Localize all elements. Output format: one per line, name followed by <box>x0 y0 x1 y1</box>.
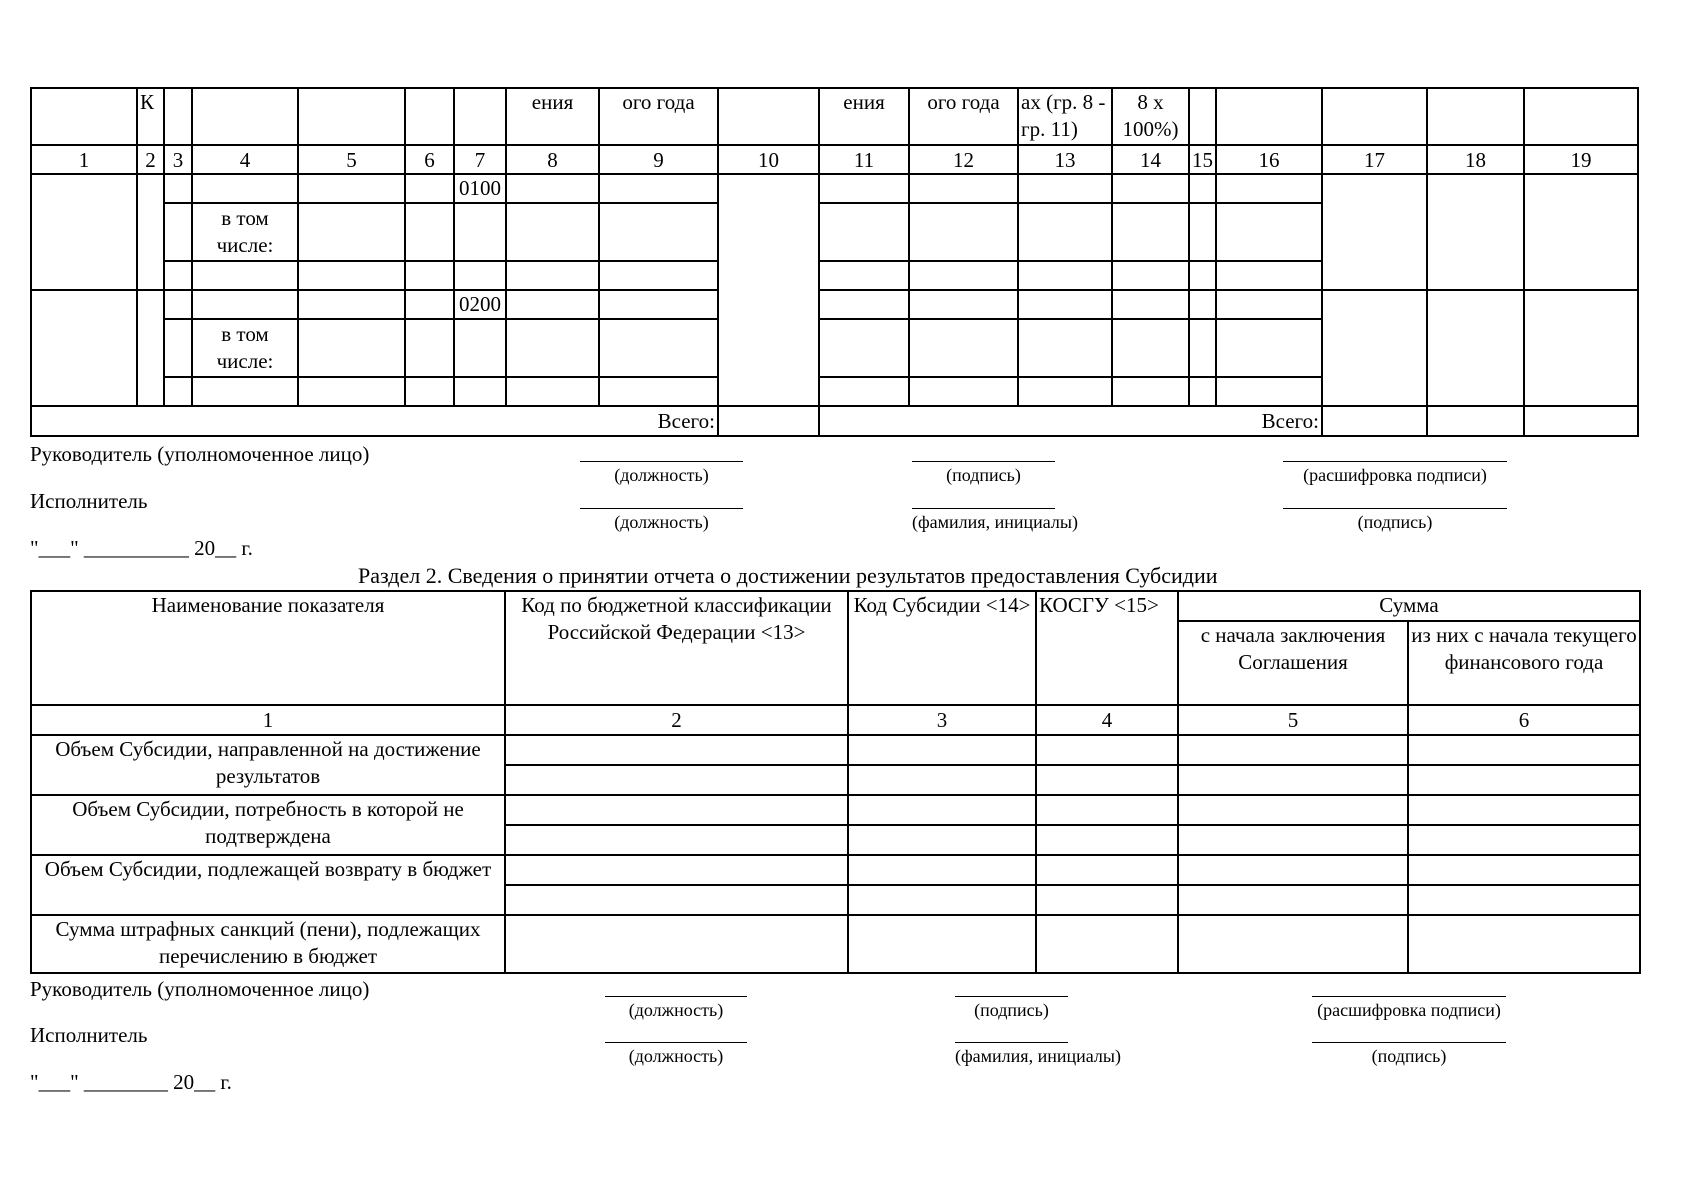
table-cell[interactable] <box>819 174 909 203</box>
column-number: 1 <box>31 145 137 174</box>
table-cell[interactable] <box>164 261 192 290</box>
table-cell[interactable] <box>1427 174 1524 290</box>
table-cell[interactable] <box>454 261 506 290</box>
column-number: 17 <box>1322 145 1427 174</box>
table-cell[interactable] <box>1408 915 1640 973</box>
signature-caption: (подпись) <box>1312 1042 1506 1067</box>
since-agreement-header: с начала заключения Соглашения <box>1178 621 1408 705</box>
total-value-cell[interactable] <box>1322 406 1427 436</box>
table-cell[interactable] <box>1036 735 1178 765</box>
executor-label: Исполнитель <box>30 489 148 513</box>
column-number: 2 <box>137 145 164 174</box>
table-cell[interactable] <box>405 319 454 377</box>
table-cell[interactable] <box>31 290 137 406</box>
table-cell[interactable] <box>1189 319 1216 377</box>
total-label-right: Всего: <box>819 406 1322 436</box>
table-row <box>31 795 1640 825</box>
table-cell[interactable] <box>1112 377 1189 406</box>
column-number: 5 <box>298 145 405 174</box>
table-cell[interactable] <box>1178 765 1408 795</box>
table-cell[interactable] <box>848 765 1036 795</box>
table-cell[interactable] <box>1018 290 1112 319</box>
table1-header-cell: ого года <box>599 88 718 145</box>
table-cell[interactable] <box>718 174 819 406</box>
table-cell[interactable] <box>1178 915 1408 973</box>
table-cell[interactable] <box>298 319 405 377</box>
table-cell[interactable] <box>1112 261 1189 290</box>
table1-header-cell <box>1524 88 1638 145</box>
table-cell[interactable] <box>164 290 192 319</box>
table1-header-cell: ения <box>506 88 599 145</box>
table-row <box>31 174 1638 203</box>
table-cell[interactable] <box>848 885 1036 915</box>
table-cell[interactable] <box>1408 765 1640 795</box>
name-initials-caption: (фамилия, инициалы) <box>912 508 1055 533</box>
table-cell[interactable] <box>505 735 848 765</box>
table-cell[interactable] <box>1178 735 1408 765</box>
column-number: 19 <box>1524 145 1638 174</box>
table-cell[interactable] <box>164 319 192 377</box>
column-number: 14 <box>1112 145 1189 174</box>
table-cell[interactable] <box>1408 825 1640 855</box>
column-number: 13 <box>1018 145 1112 174</box>
table-cell[interactable] <box>1216 174 1322 203</box>
table-cell[interactable] <box>599 290 718 319</box>
table-cell[interactable] <box>909 174 1018 203</box>
table-cell[interactable] <box>1178 885 1408 915</box>
table-cell[interactable] <box>1018 261 1112 290</box>
table-cell[interactable] <box>1189 261 1216 290</box>
table-cell[interactable] <box>164 377 192 406</box>
column-number: 12 <box>909 145 1018 174</box>
table1-header-cell: ения <box>819 88 909 145</box>
table-cell[interactable] <box>1216 377 1322 406</box>
table-cell[interactable] <box>1036 915 1178 973</box>
table-cell[interactable] <box>1189 290 1216 319</box>
table-cell[interactable] <box>1018 174 1112 203</box>
table-cell[interactable] <box>1178 825 1408 855</box>
date-line: "___" ________ 20__ г. <box>30 1070 232 1094</box>
table-cell[interactable] <box>405 261 454 290</box>
column-number: 8 <box>506 145 599 174</box>
column-number: 11 <box>819 145 909 174</box>
table-cell[interactable] <box>506 203 599 261</box>
column-number: 5 <box>1178 705 1408 735</box>
table1-header-cell <box>454 88 506 145</box>
date-line: "___" __________ 20__ г. <box>30 536 253 560</box>
table-cell[interactable] <box>454 203 506 261</box>
table-cell[interactable] <box>454 319 506 377</box>
in-that-number-label: в том числе: <box>192 203 298 261</box>
executor-label: Исполнитель <box>30 1023 148 1047</box>
indicator-name: Объем Субсидии, подлежащей возврату в бюджет <box>31 855 505 915</box>
total-value-cell[interactable] <box>1524 406 1638 436</box>
table-cell[interactable] <box>819 203 909 261</box>
report-table-section1 <box>30 87 1639 437</box>
table-cell[interactable] <box>1408 735 1640 765</box>
column-number: 6 <box>405 145 454 174</box>
indicator-name: Объем Субсидии, потребность в которой не подтверждена <box>31 795 505 855</box>
section2-column-numbers <box>31 705 1640 735</box>
table1-header-cell <box>164 88 192 145</box>
position-caption: (должность) <box>580 461 743 486</box>
table-row <box>31 915 1640 973</box>
position-caption: (должность) <box>605 1042 747 1067</box>
table-cell[interactable] <box>1112 203 1189 261</box>
section2-header-row <box>31 591 1640 621</box>
kosgu-header: КОСГУ <15> <box>1036 591 1178 705</box>
column-number: 4 <box>1036 705 1178 735</box>
table-cell[interactable] <box>1189 174 1216 203</box>
table-cell[interactable] <box>164 203 192 261</box>
table-cell[interactable] <box>1178 795 1408 825</box>
table-cell[interactable] <box>1189 377 1216 406</box>
table1-header-cell: ого года <box>909 88 1018 145</box>
head-label: Руководитель (уполномоченное лицо) <box>30 442 370 466</box>
table1-total-row <box>31 406 1638 436</box>
column-number: 3 <box>164 145 192 174</box>
table-cell[interactable] <box>192 377 298 406</box>
table-cell[interactable] <box>1216 261 1322 290</box>
table-cell[interactable] <box>506 377 599 406</box>
table-cell[interactable] <box>506 290 599 319</box>
report-table-section2 <box>30 590 1641 974</box>
table-cell[interactable] <box>1189 203 1216 261</box>
column-number: 18 <box>1427 145 1524 174</box>
position-caption: (должность) <box>580 508 743 533</box>
table-cell[interactable] <box>1112 290 1189 319</box>
table-cell[interactable] <box>909 203 1018 261</box>
table-cell[interactable] <box>819 377 909 406</box>
table-cell[interactable] <box>505 765 848 795</box>
table-cell[interactable] <box>192 174 298 203</box>
signature-decoding-caption: (расшифровка подписи) <box>1312 996 1506 1021</box>
column-number: 3 <box>848 705 1036 735</box>
subsidy-code-header: Код Субсидии <14> <box>848 591 1036 705</box>
total-label-left: Всего: <box>31 406 718 436</box>
table-cell[interactable] <box>505 915 848 973</box>
table-cell[interactable] <box>1322 290 1427 406</box>
signature-decoding-caption: (расшифровка подписи) <box>1283 461 1507 486</box>
column-number: 15 <box>1189 145 1216 174</box>
table-cell[interactable] <box>137 174 164 290</box>
table-cell[interactable] <box>848 825 1036 855</box>
table1-header-cell <box>718 88 819 145</box>
signature-caption: (подпись) <box>912 461 1055 486</box>
table-cell[interactable] <box>298 174 405 203</box>
table-cell[interactable] <box>298 290 405 319</box>
table-cell[interactable] <box>137 290 164 406</box>
table-cell[interactable] <box>1036 765 1178 795</box>
table-cell[interactable] <box>819 290 909 319</box>
table1-header-cell: К <box>137 88 164 145</box>
table-cell[interactable] <box>405 290 454 319</box>
table-cell[interactable] <box>1216 290 1322 319</box>
table-cell[interactable] <box>599 261 718 290</box>
table-cell[interactable] <box>848 915 1036 973</box>
table-row <box>31 735 1640 765</box>
table-cell[interactable] <box>1408 795 1640 825</box>
column-number: 10 <box>718 145 819 174</box>
column-number: 1 <box>31 705 505 735</box>
table-cell[interactable] <box>405 174 454 203</box>
table-cell[interactable] <box>909 290 1018 319</box>
sum-header: Сумма <box>1178 591 1640 621</box>
table1-header-cell <box>1216 88 1322 145</box>
table1-header-cell <box>405 88 454 145</box>
table-cell[interactable] <box>1524 290 1638 406</box>
indicator-name: Объем Субсидии, направленной на достижение результатов <box>31 735 505 795</box>
table1-header-row <box>31 88 1638 145</box>
table1-header-cell <box>31 88 137 145</box>
column-number: 2 <box>505 705 848 735</box>
table-cell[interactable] <box>599 174 718 203</box>
table-cell[interactable] <box>1322 174 1427 290</box>
table-cell[interactable] <box>848 855 1036 885</box>
table-cell[interactable] <box>1112 319 1189 377</box>
table-cell[interactable] <box>505 795 848 825</box>
table-cell[interactable] <box>405 203 454 261</box>
table-cell[interactable] <box>909 319 1018 377</box>
line-code-cell: 0100 <box>454 174 506 203</box>
table-cell[interactable] <box>506 174 599 203</box>
table-cell[interactable] <box>599 203 718 261</box>
table-cell[interactable] <box>599 319 718 377</box>
table1-header-cell <box>298 88 405 145</box>
column-number: 7 <box>454 145 506 174</box>
table-cell[interactable] <box>1178 855 1408 885</box>
table-cell[interactable] <box>506 261 599 290</box>
table-cell[interactable] <box>909 377 1018 406</box>
table1-header-cell: 8 х 100%) <box>1112 88 1189 145</box>
table-cell[interactable] <box>298 377 405 406</box>
table-cell[interactable] <box>192 290 298 319</box>
total-value-left[interactable] <box>718 406 819 436</box>
column-number: 16 <box>1216 145 1322 174</box>
table-cell[interactable] <box>298 261 405 290</box>
table-row <box>31 855 1640 885</box>
table-cell[interactable] <box>31 174 137 290</box>
table1-header-cell <box>192 88 298 145</box>
column-number: 4 <box>192 145 298 174</box>
bk-code-header: Код по бюджетной классификации Российской Федерации <13> <box>505 591 848 705</box>
table-cell[interactable] <box>1018 203 1112 261</box>
name-initials-caption: (фамилия, инициалы) <box>955 1042 1068 1067</box>
position-caption: (должность) <box>605 996 747 1021</box>
table-cell[interactable] <box>848 795 1036 825</box>
table-cell[interactable] <box>819 319 909 377</box>
table-cell[interactable] <box>848 735 1036 765</box>
table-cell[interactable] <box>505 885 848 915</box>
table-cell[interactable] <box>505 855 848 885</box>
signature-caption: (подпись) <box>1283 508 1507 533</box>
table-cell[interactable] <box>1036 795 1178 825</box>
table-cell[interactable] <box>506 319 599 377</box>
section2-title: Раздел 2. Сведения о принятии отчета о достижении результатов предоставления Субсидии <box>358 563 1218 588</box>
head-label: Руководитель (уполномоченное лицо) <box>30 977 370 1001</box>
table-cell[interactable] <box>1427 290 1524 406</box>
table1-header-cell <box>1322 88 1427 145</box>
table-cell[interactable] <box>298 203 405 261</box>
table-cell[interactable] <box>1036 825 1178 855</box>
table-cell[interactable] <box>192 261 298 290</box>
total-value-cell[interactable] <box>1427 406 1524 436</box>
table-cell[interactable] <box>1036 855 1178 885</box>
table-cell[interactable] <box>1112 174 1189 203</box>
table-cell[interactable] <box>1216 203 1322 261</box>
table1-header-cell: ах (гр. 8 - гр. 11) <box>1018 88 1112 145</box>
table-cell[interactable] <box>1216 319 1322 377</box>
table-cell[interactable] <box>819 261 909 290</box>
table-cell[interactable] <box>1036 885 1178 915</box>
table-cell[interactable] <box>1408 885 1640 915</box>
indicator-header: Наименование показателя <box>31 591 505 705</box>
table-cell[interactable] <box>1408 855 1640 885</box>
table1-header-cell <box>1427 88 1524 145</box>
since-year-header: из них с начала текущего финансового года <box>1408 621 1640 705</box>
table-cell[interactable] <box>1018 377 1112 406</box>
line-code-cell: 0200 <box>454 290 506 319</box>
table-cell[interactable] <box>1018 319 1112 377</box>
column-number: 6 <box>1408 705 1640 735</box>
column-number: 9 <box>599 145 718 174</box>
table-cell[interactable] <box>405 377 454 406</box>
signature-caption: (подпись) <box>955 996 1068 1021</box>
table-cell[interactable] <box>1524 174 1638 290</box>
table-cell[interactable] <box>909 261 1018 290</box>
table-cell[interactable] <box>599 377 718 406</box>
table-cell[interactable] <box>454 377 506 406</box>
indicator-name: Сумма штрафных санкций (пени), подлежащих перечислению в бюджет <box>31 915 505 973</box>
table1-header-cell <box>1189 88 1216 145</box>
in-that-number-label: в том числе: <box>192 319 298 377</box>
table-row <box>31 290 1638 319</box>
table-cell[interactable] <box>164 174 192 203</box>
table1-column-numbers <box>31 145 1638 174</box>
table-cell[interactable] <box>505 825 848 855</box>
